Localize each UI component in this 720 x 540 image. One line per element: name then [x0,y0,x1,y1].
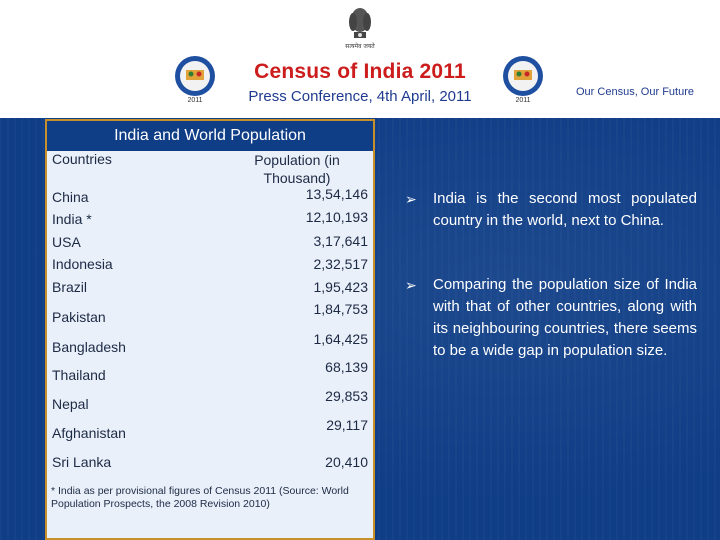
table-row-value: 29,117 [326,417,368,433]
seal-year: 2011 [187,97,203,104]
slide-header [0,0,720,120]
table-footnote: * India as per provisional figures of Census 2011 (Source: World Population Prospects, the 2008 Revision 2010) [51,485,349,510]
table-row-country: Thailand [52,367,106,383]
column-header-population: Population (in Thousand) [254,152,340,186]
table-row-value: 12,10,193 [305,209,368,225]
page-title: Census of India 2011 [254,60,466,83]
column-header-countries: Countries [52,151,112,167]
table-row-value: 13,54,146 [305,186,368,202]
table-row-value: 1,84,753 [313,301,368,317]
ashoka-emblem-icon [340,2,380,52]
census-tagline: Our Census, Our Future [576,86,694,98]
table-row-country: Sri Lanka [52,454,112,470]
table-row-value: 1,95,423 [313,279,368,295]
table-row-country: Pakistan [52,309,106,325]
bullet-point [405,274,697,362]
table-row-value: 29,853 [325,388,368,404]
table-row-country: USA [52,234,81,250]
table-row-country: Bangladesh [52,339,126,355]
table-row-value: 68,139 [325,359,368,375]
bullet-text: Comparing the population size of India with that of other countries, along with its neighbouring countries, there seems to be a wide gap in population size. [433,276,697,359]
page-subtitle: Press Conference, 4th April, 2011 [248,88,472,105]
table-row-country: Brazil [52,279,88,295]
arrow-bullet-icon: ➢ [405,191,417,207]
bullet-text: India is the second most populated country in the world, next to China. [433,190,697,229]
emblem-caption: सत्यमेव जयते [345,43,375,50]
table-row-country: Nepal [52,396,89,412]
table-row-country: India * [52,211,92,227]
arrow-bullet-icon: ➢ [405,277,417,293]
table-title: India and World Population [47,121,373,151]
table-row-value: 2,32,517 [313,256,368,272]
table-row-value: 3,17,641 [313,233,368,249]
census-seal-icon [500,54,546,104]
seal-year: 2011 [515,97,531,104]
table-row-country: Afghanistan [52,425,126,441]
table-row-value: 1,64,425 [313,331,368,347]
population-table [45,119,375,540]
table-row-country: China [52,189,89,205]
table-row-value: 20,410 [325,454,368,470]
bullet-point [405,188,697,232]
table-row-country: Indonesia [52,256,113,272]
